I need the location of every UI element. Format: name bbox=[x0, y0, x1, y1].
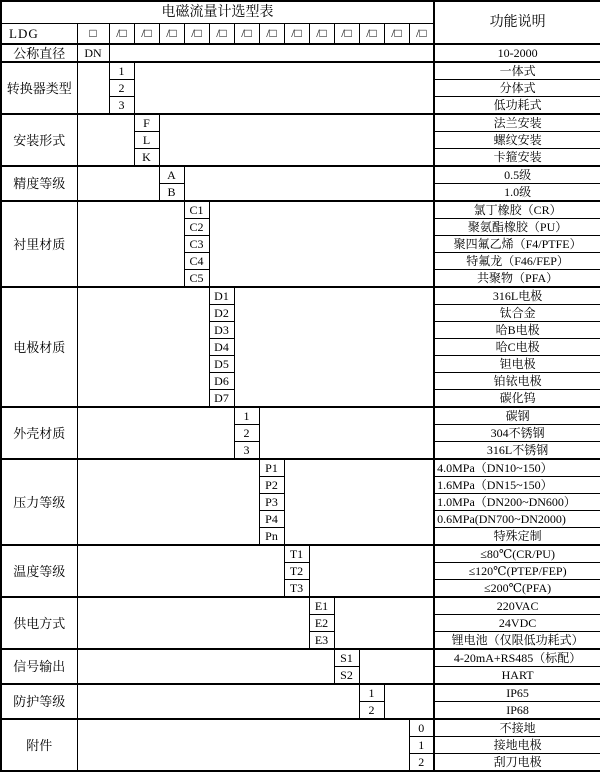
table-body bbox=[1, 1, 600, 771]
section-label: 温度等级 bbox=[1, 545, 77, 597]
section-label: 公称直径 bbox=[1, 44, 77, 62]
model-code-label: LDG bbox=[1, 24, 77, 45]
option-code-cell: D5 bbox=[209, 356, 234, 373]
empty-spacer-cell bbox=[134, 62, 434, 114]
section-label: 安装形式 bbox=[1, 114, 77, 166]
option-description-cell: 铂铱电极 bbox=[434, 373, 600, 390]
option-description-cell: 共聚物（PFA） bbox=[434, 270, 600, 288]
option-description-cell: ≤200℃(PFA) bbox=[434, 580, 600, 598]
option-description-cell: 4.0MPa（DN10~150） bbox=[434, 459, 600, 477]
option-description-cell: 一体式 bbox=[434, 62, 600, 80]
option-code-cell: P1 bbox=[259, 459, 284, 477]
model-slash-box: /□ bbox=[259, 24, 284, 45]
option-description-cell: 卡箍安装 bbox=[434, 149, 600, 167]
option-description-cell: 钽电极 bbox=[434, 356, 600, 373]
option-code-cell: D1 bbox=[209, 287, 234, 305]
table-row bbox=[1, 114, 600, 132]
empty-spacer-cell bbox=[77, 719, 409, 771]
empty-spacer-cell bbox=[77, 62, 109, 114]
option-code-cell: C4 bbox=[184, 253, 209, 270]
option-description-cell: 碳化钨 bbox=[434, 390, 600, 408]
empty-spacer-cell bbox=[334, 597, 434, 649]
table-row bbox=[1, 684, 600, 702]
option-code-cell: D3 bbox=[209, 322, 234, 339]
model-slash-box: /□ bbox=[284, 24, 309, 45]
model-first-box: □ bbox=[77, 24, 109, 45]
option-code-cell: L bbox=[134, 132, 159, 149]
model-slash-box: /□ bbox=[184, 24, 209, 45]
option-code-cell: DN bbox=[77, 44, 109, 62]
section-label: 防护等级 bbox=[1, 684, 77, 719]
option-description-cell: IP65 bbox=[434, 684, 600, 702]
empty-spacer-cell bbox=[159, 114, 434, 166]
option-code-cell: S1 bbox=[334, 649, 359, 667]
option-code-cell: F bbox=[134, 114, 159, 132]
option-code-cell: C5 bbox=[184, 270, 209, 288]
option-code-cell: T2 bbox=[284, 563, 309, 580]
empty-spacer-cell bbox=[77, 407, 234, 459]
option-description-cell: 特殊定制 bbox=[434, 528, 600, 546]
option-code-cell: 2 bbox=[359, 702, 384, 720]
empty-spacer-cell bbox=[259, 407, 434, 459]
section-label: 压力等级 bbox=[1, 459, 77, 545]
table-row bbox=[1, 166, 600, 184]
option-code-cell: 0 bbox=[409, 719, 434, 737]
model-slash-box: /□ bbox=[134, 24, 159, 45]
empty-spacer-cell bbox=[184, 166, 434, 201]
option-description-cell: 哈C电极 bbox=[434, 339, 600, 356]
option-description-cell: 24VDC bbox=[434, 615, 600, 632]
empty-spacer-cell bbox=[209, 201, 434, 287]
section-label: 信号输出 bbox=[1, 649, 77, 684]
option-code-cell: 2 bbox=[109, 80, 134, 97]
empty-spacer-cell bbox=[77, 201, 184, 287]
option-code-cell: 1 bbox=[359, 684, 384, 702]
option-code-cell: P3 bbox=[259, 494, 284, 511]
model-slash-box: /□ bbox=[209, 24, 234, 45]
option-description-cell: 4-20mA+RS485（标配） bbox=[434, 649, 600, 667]
model-slash-box: /□ bbox=[159, 24, 184, 45]
section-label: 转换器类型 bbox=[1, 62, 77, 114]
option-description-cell: 特氟龙（F46/FEP） bbox=[434, 253, 600, 270]
option-description-cell: 不接地 bbox=[434, 719, 600, 737]
option-code-cell: 2 bbox=[409, 754, 434, 772]
model-slash-box: /□ bbox=[309, 24, 334, 45]
option-code-cell: E3 bbox=[309, 632, 334, 650]
table-row bbox=[1, 62, 600, 80]
option-code-cell: P4 bbox=[259, 511, 284, 528]
option-code-cell: D6 bbox=[209, 373, 234, 390]
model-slash-box: /□ bbox=[359, 24, 384, 45]
empty-spacer-cell bbox=[77, 649, 334, 684]
empty-spacer-cell bbox=[109, 44, 434, 62]
option-description-cell: ≤80℃(CR/PU) bbox=[434, 545, 600, 563]
option-description-cell: 刮刀电极 bbox=[434, 754, 600, 772]
option-description-cell: 304不锈钢 bbox=[434, 425, 600, 442]
table-row bbox=[1, 287, 600, 305]
option-description-cell: HART bbox=[434, 667, 600, 685]
section-label: 外壳材质 bbox=[1, 407, 77, 459]
option-code-cell: B bbox=[159, 184, 184, 202]
option-code-cell: T1 bbox=[284, 545, 309, 563]
option-description-cell: 碳钢 bbox=[434, 407, 600, 425]
function-column-header: 功能说明 bbox=[434, 1, 600, 44]
option-description-cell: 螺纹安装 bbox=[434, 132, 600, 149]
table-row bbox=[1, 719, 600, 737]
option-code-cell: C1 bbox=[184, 201, 209, 219]
empty-spacer-cell bbox=[77, 597, 309, 649]
empty-spacer-cell bbox=[77, 459, 259, 545]
empty-spacer-cell bbox=[77, 684, 359, 719]
option-description-cell: 锂电池（仅限低功耗式） bbox=[434, 632, 600, 650]
option-code-cell: 1 bbox=[409, 737, 434, 754]
option-code-cell: C2 bbox=[184, 219, 209, 236]
empty-spacer-cell bbox=[309, 545, 434, 597]
page-title: 电磁流量计选型表 bbox=[1, 1, 434, 24]
option-code-cell: D4 bbox=[209, 339, 234, 356]
table-row bbox=[1, 545, 600, 563]
option-code-cell: D2 bbox=[209, 305, 234, 322]
table-row bbox=[1, 201, 600, 219]
empty-spacer-cell bbox=[77, 114, 134, 166]
option-code-cell: E2 bbox=[309, 615, 334, 632]
option-description-cell: 10-2000 bbox=[434, 44, 600, 62]
model-slash-box: /□ bbox=[109, 24, 134, 45]
section-label: 衬里材质 bbox=[1, 201, 77, 287]
option-description-cell: 316L电极 bbox=[434, 287, 600, 305]
option-code-cell: P2 bbox=[259, 477, 284, 494]
option-code-cell: D7 bbox=[209, 390, 234, 408]
option-description-cell: 1.0级 bbox=[434, 184, 600, 202]
option-description-cell: 哈B电极 bbox=[434, 322, 600, 339]
model-slash-box: /□ bbox=[384, 24, 409, 45]
section-label: 附件 bbox=[1, 719, 77, 771]
option-description-cell: 聚四氟乙烯（F4/PTFE） bbox=[434, 236, 600, 253]
option-code-cell: E1 bbox=[309, 597, 334, 615]
option-description-cell: 钛合金 bbox=[434, 305, 600, 322]
model-slash-box: /□ bbox=[234, 24, 259, 45]
empty-spacer-cell bbox=[284, 459, 434, 545]
option-description-cell: 220VAC bbox=[434, 597, 600, 615]
empty-spacer-cell bbox=[384, 684, 434, 719]
empty-spacer-cell bbox=[77, 545, 284, 597]
option-description-cell: 法兰安装 bbox=[434, 114, 600, 132]
option-code-cell: K bbox=[134, 149, 159, 167]
section-label: 精度等级 bbox=[1, 166, 77, 201]
option-code-cell: T3 bbox=[284, 580, 309, 598]
table-row bbox=[1, 44, 600, 62]
option-description-cell: ≤120℃(PTEP/FEP) bbox=[434, 563, 600, 580]
option-code-cell: A bbox=[159, 166, 184, 184]
option-description-cell: 分体式 bbox=[434, 80, 600, 97]
empty-spacer-cell bbox=[77, 287, 209, 407]
table-row bbox=[1, 459, 600, 477]
section-label: 电极材质 bbox=[1, 287, 77, 407]
option-code-cell: 1 bbox=[234, 407, 259, 425]
option-description-cell: 0.5级 bbox=[434, 166, 600, 184]
model-slash-box: /□ bbox=[334, 24, 359, 45]
option-description-cell: 低功耗式 bbox=[434, 97, 600, 115]
empty-spacer-cell bbox=[359, 649, 434, 684]
table-row bbox=[1, 597, 600, 615]
option-code-cell: 3 bbox=[109, 97, 134, 115]
table-row bbox=[1, 649, 600, 667]
option-description-cell: 1.6MPa（DN15~150） bbox=[434, 477, 600, 494]
option-code-cell: C3 bbox=[184, 236, 209, 253]
section-label: 供电方式 bbox=[1, 597, 77, 649]
option-code-cell: 1 bbox=[109, 62, 134, 80]
option-code-cell: S2 bbox=[334, 667, 359, 685]
table-row bbox=[1, 407, 600, 425]
option-description-cell: IP68 bbox=[434, 702, 600, 720]
option-description-cell: 1.0MPa（DN200~DN600） bbox=[434, 494, 600, 511]
option-description-cell: 接地电极 bbox=[434, 737, 600, 754]
model-slash-box: /□ bbox=[409, 24, 434, 45]
option-code-cell: 3 bbox=[234, 442, 259, 460]
option-description-cell: 聚氨酯橡胶（PU） bbox=[434, 219, 600, 236]
empty-spacer-cell bbox=[234, 287, 434, 407]
option-code-cell: Pn bbox=[259, 528, 284, 546]
empty-spacer-cell bbox=[77, 166, 159, 201]
option-description-cell: 0.6MPa(DN700~DN2000) bbox=[434, 511, 600, 528]
option-description-cell: 氯丁橡胶（CR） bbox=[434, 201, 600, 219]
option-code-cell: 2 bbox=[234, 425, 259, 442]
option-description-cell: 316L不锈钢 bbox=[434, 442, 600, 460]
